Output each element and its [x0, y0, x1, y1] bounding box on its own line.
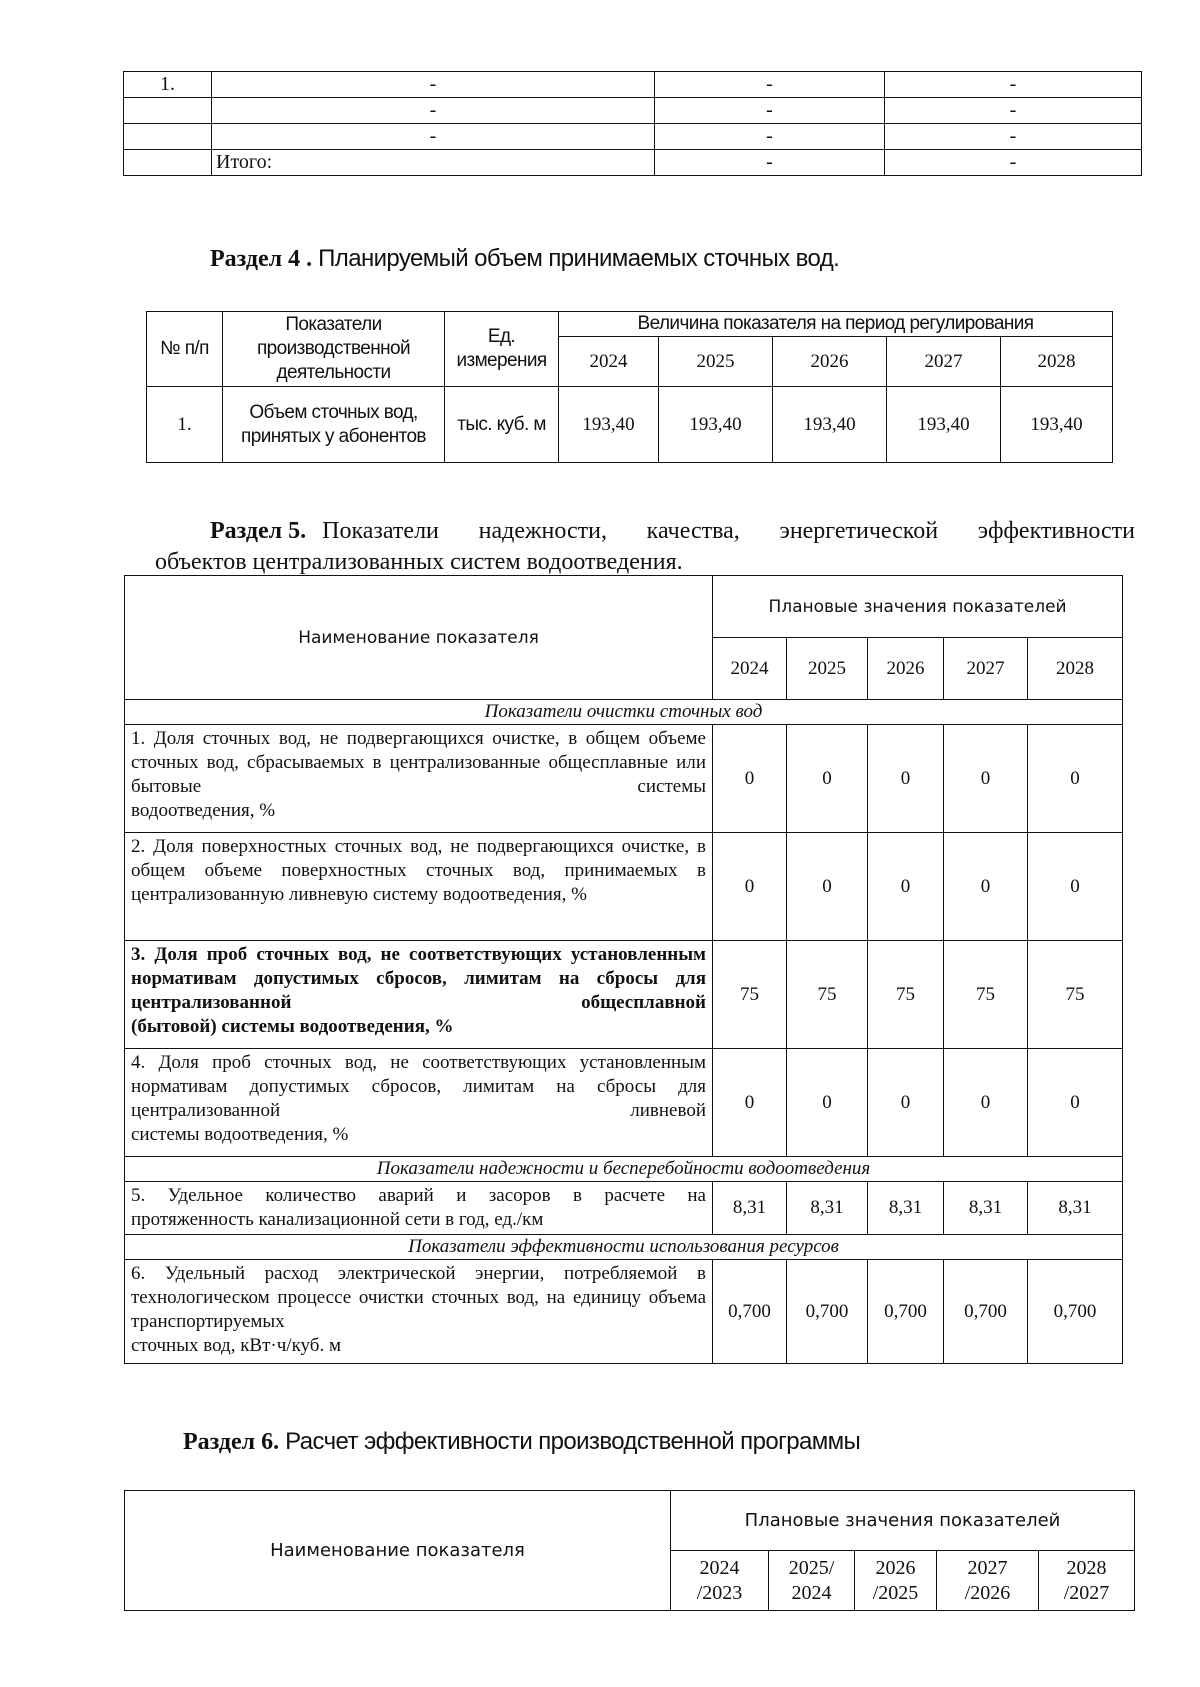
indicator-value: 0 [868, 1049, 944, 1157]
section-6-title: Расчет эффективности производственной программы [285, 1428, 861, 1455]
indicator-value: 0 [868, 833, 944, 941]
indicator-value: 8,31 [868, 1182, 944, 1235]
indicator-value: 0 [944, 833, 1028, 941]
section-6-table [124, 1490, 1135, 1611]
header-name: Наименование показателя [125, 576, 713, 700]
indicator-value: 75 [944, 941, 1028, 1049]
section-4-heading [210, 245, 839, 273]
section-4-label: Раздел 4 . [210, 246, 313, 272]
row-value: - [885, 124, 1142, 150]
row-number: 1. [147, 387, 223, 463]
indicator-value: 0 [787, 833, 868, 941]
row-value: - [655, 124, 885, 150]
indicator-value: 75 [868, 941, 944, 1049]
row-value: - [885, 72, 1142, 98]
table-row [125, 1049, 1123, 1157]
row-name: - [212, 124, 655, 150]
indicator-name: 2. Доля поверхностных сточных вод, не подвергающихся очистке, в общем объеме поверхностных сточных вод, принимаемых в централизованную ливневую систему водоотведения, % [125, 833, 713, 941]
group-title: Показатели надежности и бесперебойности водоотведения [125, 1157, 1123, 1182]
indicator-value: 0 [713, 725, 787, 833]
row-name: Итого: [212, 150, 655, 176]
table-row [124, 98, 1142, 124]
section-5-table [124, 575, 1123, 1364]
table-row [125, 833, 1123, 941]
header-name: Наименование показателя [125, 1491, 671, 1611]
table-row [147, 387, 1113, 463]
indicator-value: 8,31 [944, 1182, 1028, 1235]
indicator-value: 75 [713, 941, 787, 1049]
row-number: 1. [124, 72, 212, 98]
indicator-value: 0,700 [868, 1260, 944, 1364]
year-header: 2028 /2027 [1039, 1551, 1135, 1611]
year-header: 2024 [559, 337, 659, 387]
indicator-value: 0 [944, 725, 1028, 833]
row-number [124, 124, 212, 150]
row-value: 193,40 [559, 387, 659, 463]
indicator-value: 0 [944, 1049, 1028, 1157]
header-planned: Плановые значения показателей [713, 576, 1123, 638]
section-5-title-line2: объектов централизованных систем водоотведения. [155, 549, 683, 575]
row-unit: тыс. куб. м [445, 387, 559, 463]
header-unit: Ед. измерения [445, 312, 559, 387]
year-header: 2028 [1001, 337, 1113, 387]
indicator-value: 75 [787, 941, 868, 1049]
indicator-value: 8,31 [1028, 1182, 1123, 1235]
year-header: 2028 [1028, 638, 1123, 700]
row-value: - [885, 150, 1142, 176]
section-5-title-line1: Показатели надежности, качества, энергетической эффективности [322, 518, 1135, 544]
section-5-heading [210, 518, 1135, 545]
indicator-name: 1. Доля сточных вод, не подвергающихся очистке, в общем объеме сточных вод, сбрасываемых в централизованные общесплавные или бытовые системы водоотведения, % [125, 725, 713, 833]
header-indicator: Показатели производственной деятельности [223, 312, 445, 387]
year-header: 2025/ 2024 [769, 1551, 855, 1611]
row-number [124, 150, 212, 176]
table-row [124, 124, 1142, 150]
year-header: 2027 /2026 [937, 1551, 1039, 1611]
year-header: 2027 [944, 638, 1028, 700]
section-5-label: Раздел 5. [210, 518, 307, 544]
row-value: 193,40 [1001, 387, 1113, 463]
header-period: Величина показателя на период регулирования [559, 312, 1113, 337]
table-row [124, 72, 1142, 98]
table-row [125, 1260, 1123, 1364]
indicator-value: 0 [787, 725, 868, 833]
group-title: Показатели эффективности использования ресурсов [125, 1235, 1123, 1260]
indicator-name: 3. Доля проб сточных вод, не соответствующих установленным нормативам допустимых сбросов, лимитам на сбросы для централизованной общесплавной (бытовой) системы водоотведения, % [125, 941, 713, 1049]
row-value: - [655, 150, 885, 176]
table-row [125, 941, 1123, 1049]
indicator-name: 5. Удельное количество аварий и засоров в расчете на протяженность канализационной сети в год, ед./км [125, 1182, 713, 1235]
header-num: № п/п [147, 312, 223, 387]
indicator-value: 8,31 [787, 1182, 868, 1235]
row-name: - [212, 98, 655, 124]
indicator-value: 0,700 [787, 1260, 868, 1364]
section-4-table [146, 311, 1113, 463]
indicator-name: 4. Доля проб сточных вод, не соответствующих установленным нормативам допустимых сбросов, лимитам на сбросы для централизованной ливневой системы водоотведения, % [125, 1049, 713, 1157]
table-row-total [124, 150, 1142, 176]
year-header: 2025 [659, 337, 773, 387]
year-header: 2024 [713, 638, 787, 700]
indicator-value: 0 [1028, 833, 1123, 941]
indicator-name: 6. Удельный расход электрической энергии, потребляемой в технологическом процессе очистки сточных вод, на единицу объема транспортируемых сточных вод, кВт·ч/куб. м [125, 1260, 713, 1364]
section-6-heading [183, 1428, 860, 1456]
indicator-value: 0 [868, 725, 944, 833]
indicator-value: 0,700 [1028, 1260, 1123, 1364]
section-4-title: Планируемый объем принимаемых сточных вод. [318, 245, 840, 272]
header-planned: Плановые значения показателей [671, 1491, 1135, 1551]
previous-section-table [123, 71, 1142, 176]
row-value: - [655, 72, 885, 98]
indicator-value: 0 [713, 833, 787, 941]
row-name: Объем сточных вод, принятых у абонентов [223, 387, 445, 463]
table-row [125, 1182, 1123, 1235]
row-value: - [885, 98, 1142, 124]
row-number [124, 98, 212, 124]
year-header: 2026 /2025 [855, 1551, 937, 1611]
indicator-value: 0 [1028, 725, 1123, 833]
year-header: 2026 [773, 337, 887, 387]
year-header: 2026 [868, 638, 944, 700]
indicator-value: 0 [1028, 1049, 1123, 1157]
indicator-value: 0,700 [713, 1260, 787, 1364]
indicator-value: 0 [787, 1049, 868, 1157]
row-value: 193,40 [659, 387, 773, 463]
indicator-value: 75 [1028, 941, 1123, 1049]
row-value: 193,40 [887, 387, 1001, 463]
table-row [125, 725, 1123, 833]
year-header: 2024 /2023 [671, 1551, 769, 1611]
section-6-label: Раздел 6. [183, 1429, 280, 1455]
indicator-value: 0 [713, 1049, 787, 1157]
indicator-value: 0,700 [944, 1260, 1028, 1364]
group-title: Показатели очистки сточных вод [125, 700, 1123, 725]
row-name: - [212, 72, 655, 98]
year-header: 2025 [787, 638, 868, 700]
row-value: - [655, 98, 885, 124]
row-value: 193,40 [773, 387, 887, 463]
indicator-value: 8,31 [713, 1182, 787, 1235]
year-header: 2027 [887, 337, 1001, 387]
